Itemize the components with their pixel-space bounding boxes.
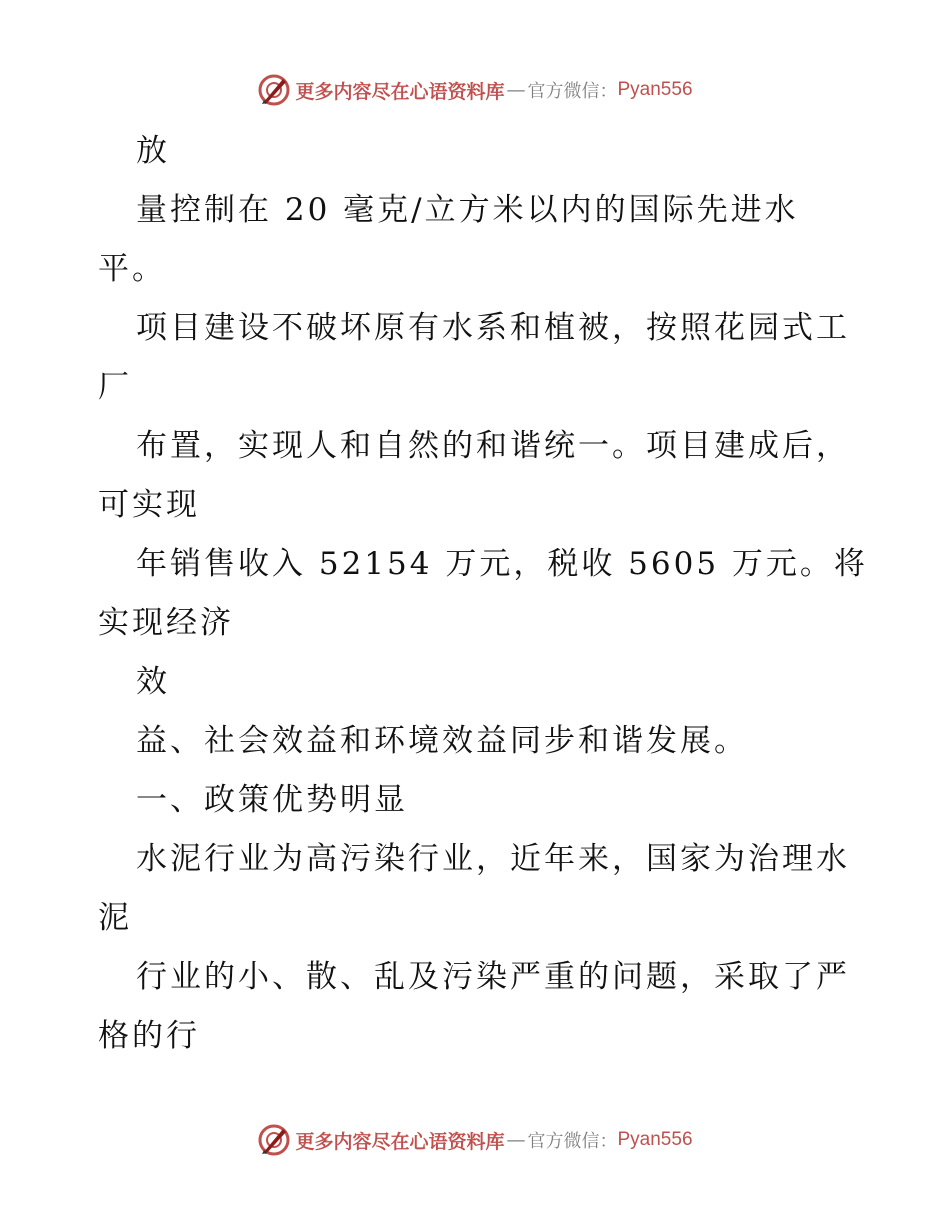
- text-line: 项目建设不破坏原有水系和植被，按照花园式工: [136, 310, 850, 346]
- text-line: 泥: [98, 900, 132, 936]
- text-line: 格的行: [98, 1018, 200, 1054]
- header-wechat-label: 官方微信：: [527, 81, 618, 102]
- footer-dash: —: [506, 1129, 526, 1151]
- text-line: 厂: [98, 369, 132, 405]
- footer-wechat-id: Pyan556: [617, 1129, 693, 1150]
- header-wechat-id: Pyan556: [617, 79, 693, 100]
- text-line: 量控制在 20 毫克/立方米以内的国际先进水: [136, 192, 799, 228]
- footer-banner: [0, 1120, 950, 1160]
- text-line: 行业的小、散、乱及污染严重的问题，采取了严: [136, 959, 850, 995]
- text-line: 实现经济: [98, 605, 234, 641]
- header-site-name: 更多内容尽在心语资料库: [295, 80, 505, 103]
- text-line: 一、政策优势明显: [136, 782, 408, 818]
- document-body: [98, 122, 878, 1066]
- footer-wechat-label: 官方微信：: [527, 1131, 618, 1152]
- text-line: 年销售收入 52154 万元，税收 5605 万元。将: [136, 546, 868, 582]
- text-line: 布置，实现人和自然的和谐统一。项目建成后，: [136, 428, 850, 464]
- footer-site-name: 更多内容尽在心语资料库: [295, 1130, 505, 1153]
- text-line: 益、社会效益和环境效益同步和谐发展。: [136, 723, 748, 759]
- text-line: 可实现: [98, 487, 200, 523]
- text-line: 平。: [98, 251, 166, 287]
- header-banner: [0, 70, 950, 110]
- text-line: 放: [136, 133, 170, 169]
- header-dash: —: [506, 79, 526, 101]
- pen-logo-icon: [257, 1123, 291, 1157]
- text-line: 水泥行业为高污染行业，近年来，国家为治理水: [136, 841, 850, 877]
- text-line: 效: [136, 664, 170, 700]
- pen-logo-icon: [257, 73, 291, 107]
